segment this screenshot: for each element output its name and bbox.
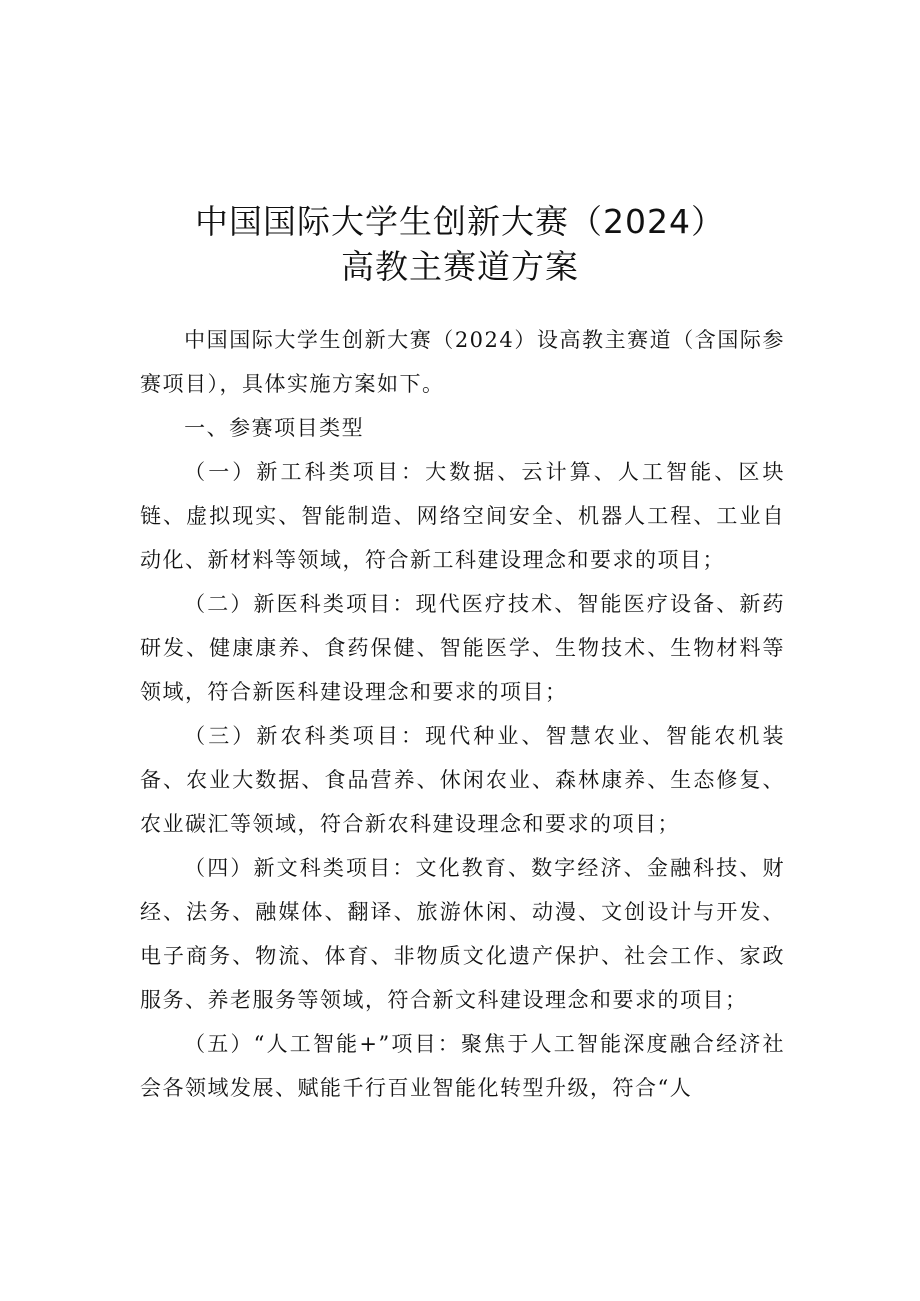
paragraph-new-engineering: （一）新工科类项目：大数据、云计算、人工智能、区块链、虚拟现实、智能制造、网络空间安全、机器人工程、工业自动化、新材料等领域，符合新工科建设理念和要求的项目； xyxy=(140,460,785,572)
intro-paragraph: 中国国际大学生创新大赛（2024）设高教主赛道（含国际参赛项目），具体实施方案如下。 xyxy=(140,328,785,396)
document-title-line-2: 高教主赛道方案 xyxy=(341,247,579,286)
section-heading: 一、参赛项目类型 xyxy=(184,416,365,440)
document-title-line-1: 中国国际大学生创新大赛（2024） xyxy=(195,202,725,241)
paragraph-new-liberal-arts: （四）新文科类项目：文化教育、数字经济、金融科技、财经、法务、融媒体、翻译、旅游休闲、动漫、文创设计与开发、电子商务、物流、体育、非物质文化遗产保护、社会工作、家政服务、养老服务等领域，符合新文科建设理念和要求的项目； xyxy=(140,856,785,1012)
paragraph-ai-plus: （五）“人工智能+”项目：聚焦于人工智能深度融合经济社会各领域发展、赋能千行百业智能化转型升级，符合“人 xyxy=(140,1032,785,1100)
paragraph-new-medicine: （二）新医科类项目：现代医疗技术、智能医疗设备、新药研发、健康康养、食药保健、智能医学、生物技术、生物材料等领域，符合新医科建设理念和要求的项目； xyxy=(140,592,785,704)
document-body xyxy=(140,318,785,1110)
paragraph-new-agriculture: （三）新农科类项目：现代种业、智慧农业、智能农机装备、农业大数据、食品营养、休闲农业、森林康养、生态修复、农业碳汇等领域，符合新农科建设理念和要求的项目； xyxy=(140,724,785,836)
